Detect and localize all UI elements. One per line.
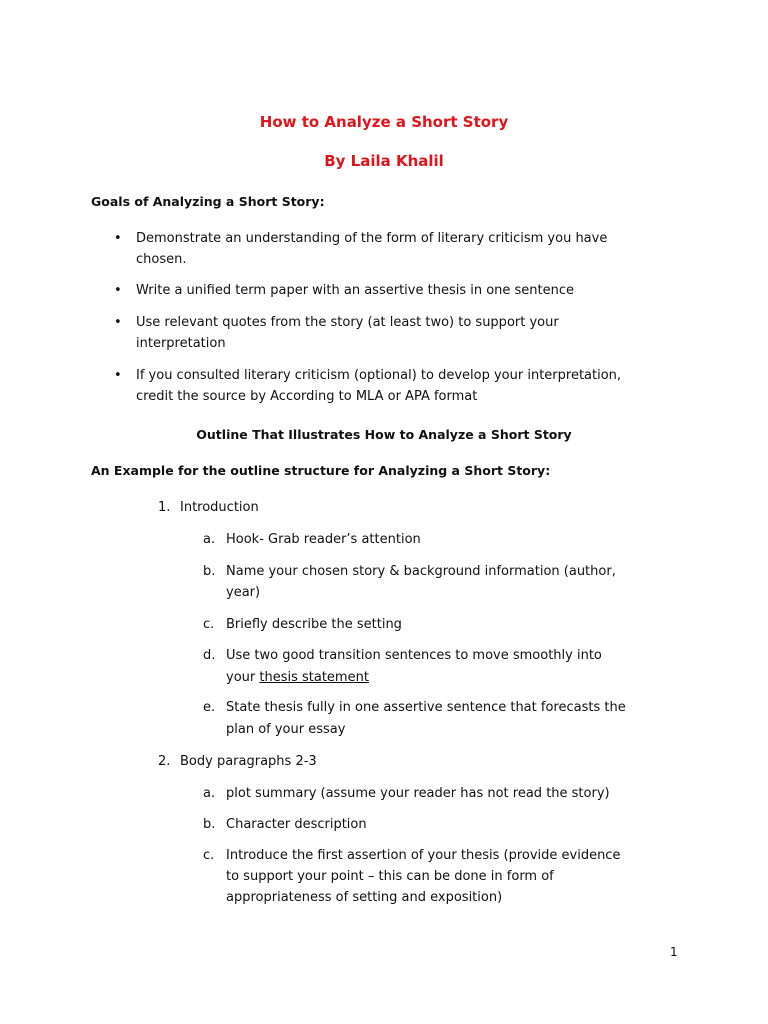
outline-item-text: to support your point – this can be done in form of	[226, 869, 554, 884]
outline-item-text: appropriateness of setting and exposition)	[226, 890, 503, 905]
outline-letter: d.	[203, 648, 216, 663]
bullet-text: Demonstrate an understanding of the form of literary criticism you have	[136, 231, 608, 246]
outline-item-text: plan of your essay	[226, 722, 346, 737]
outline-item-text: Introduce the first assertion of your thesis (provide evidence	[226, 848, 621, 863]
outline-section-label: Body paragraphs 2-3	[180, 754, 317, 769]
outline-item-text	[226, 670, 369, 686]
bullet-icon: •	[114, 283, 122, 298]
bullet-text: Write a unified term paper with an assertive thesis in one sentence	[136, 283, 575, 298]
outline-letter: a.	[203, 786, 216, 801]
example-heading: An Example for the outline structure for Analyzing a Short Story:	[91, 463, 551, 478]
outline-item-text: plot summary (assume your reader has not read the story)	[226, 786, 610, 801]
outline-letter: a.	[203, 532, 216, 547]
outline-item-text: Character description	[226, 817, 367, 832]
bullet-text: credit the source by According to MLA or APA format	[136, 389, 478, 404]
goals-heading: Goals of Analyzing a Short Story:	[91, 194, 325, 209]
outline-item-text: Use two good transition sentences to move smoothly into	[226, 648, 602, 663]
document-title: How to Analyze a Short Story	[259, 113, 509, 131]
outline-letter: b.	[203, 564, 216, 579]
outline-item-text: Name your chosen story & background information (author,	[226, 564, 616, 579]
outline-number: 1.	[158, 500, 171, 515]
page-number: 1	[670, 945, 678, 959]
bullet-icon: •	[114, 315, 122, 330]
outline-letter: c.	[203, 617, 215, 632]
document-author: By Laila Khalil	[324, 152, 444, 170]
bullet-text: If you consulted literary criticism (optional) to develop your interpretation,	[136, 368, 622, 383]
outline-item-text: year)	[226, 585, 261, 600]
outline-item-text: Briefly describe the setting	[226, 617, 402, 632]
outline-letter: e.	[203, 700, 216, 715]
bullet-text: Use relevant quotes from the story (at least two) to support your	[136, 315, 559, 330]
outline-number: 2.	[158, 754, 171, 769]
bullet-icon: •	[114, 368, 122, 383]
outline-section-label: Introduction	[180, 500, 259, 515]
outline-heading: Outline That Illustrates How to Analyze a Short Story	[196, 427, 572, 442]
outline-item-text: State thesis fully in one assertive sentence that forecasts the	[226, 700, 626, 715]
outline-item-text: Hook- Grab reader’s attention	[226, 532, 421, 547]
bullet-text: interpretation	[136, 336, 226, 351]
thesis-statement-link[interactable]: thesis statement	[259, 670, 369, 685]
outline-letter: c.	[203, 848, 215, 863]
bullet-icon: •	[114, 231, 122, 246]
outline-letter: b.	[203, 817, 216, 832]
outline-item-prefix: your	[226, 670, 260, 685]
bullet-text: chosen.	[136, 252, 187, 267]
